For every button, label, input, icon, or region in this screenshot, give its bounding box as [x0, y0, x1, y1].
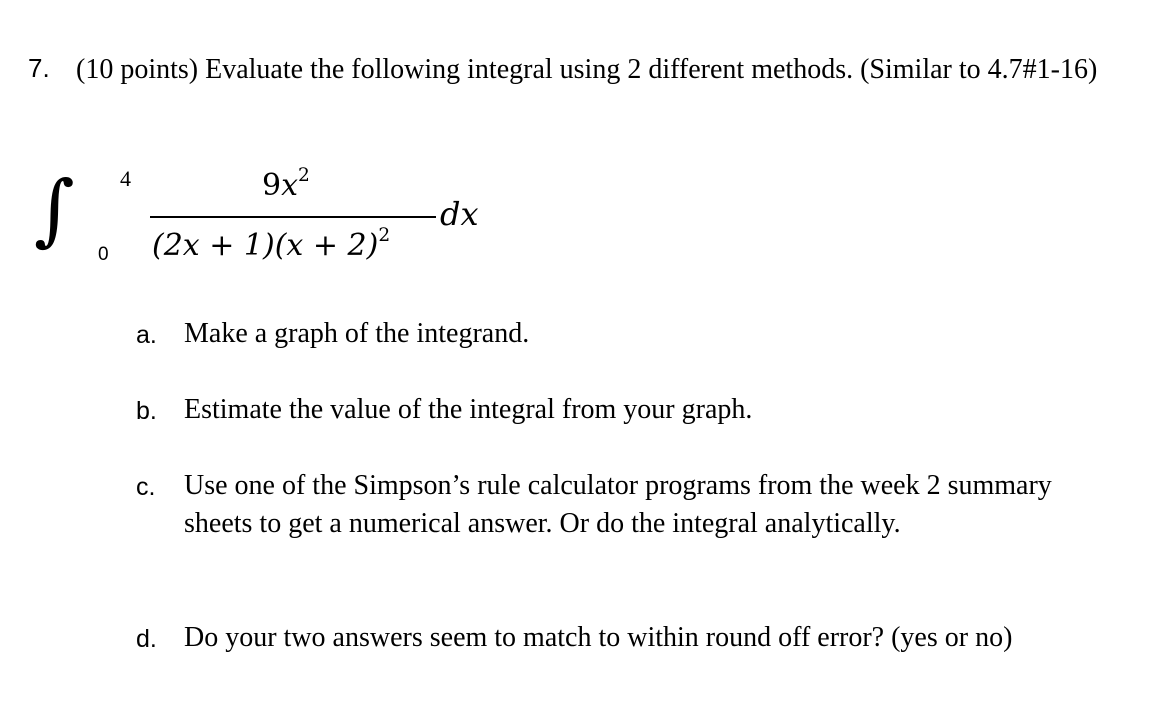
part-d-label: d. — [136, 625, 157, 653]
fraction-bar — [150, 216, 436, 218]
part-a-label: a. — [136, 321, 157, 349]
numerator-coefficient: 9 — [262, 168, 282, 203]
integrand-denominator — [152, 225, 391, 264]
part-c-label: c. — [136, 473, 156, 501]
part-c-text: Use one of the Simpson’s rule calculator programs from the week 2 summary sheets to get a numerical answer. Or do the integral analytically. — [184, 470, 1052, 539]
question-text: (10 points) Evaluate the following integral using 2 different methods. (Similar to 4.7#1-16) — [76, 54, 1098, 85]
numerator-variable: x — [281, 168, 299, 203]
differential: dx — [440, 195, 479, 233]
part-d-text: Do your two answers seem to match to within round off error? (yes or no) — [184, 622, 1013, 653]
part-b-label: b. — [136, 397, 157, 425]
question-number: 7. — [28, 53, 50, 83]
integral-sign-icon: ∫ — [34, 165, 75, 255]
numerator-exponent: 2 — [298, 165, 310, 187]
denominator-factor-1: (2x + 1) — [152, 228, 275, 263]
denominator-exponent: 2 — [378, 225, 391, 247]
denominator-factor-2: (x + 2) — [274, 228, 379, 263]
integral-lower-limit: 0 — [98, 244, 109, 265]
part-a-text: Make a graph of the integrand. — [184, 318, 530, 349]
part-b-text: Estimate the value of the integral from your graph. — [184, 394, 753, 425]
integrand-numerator — [262, 165, 310, 204]
integral-upper-limit: 4 — [120, 166, 131, 191]
